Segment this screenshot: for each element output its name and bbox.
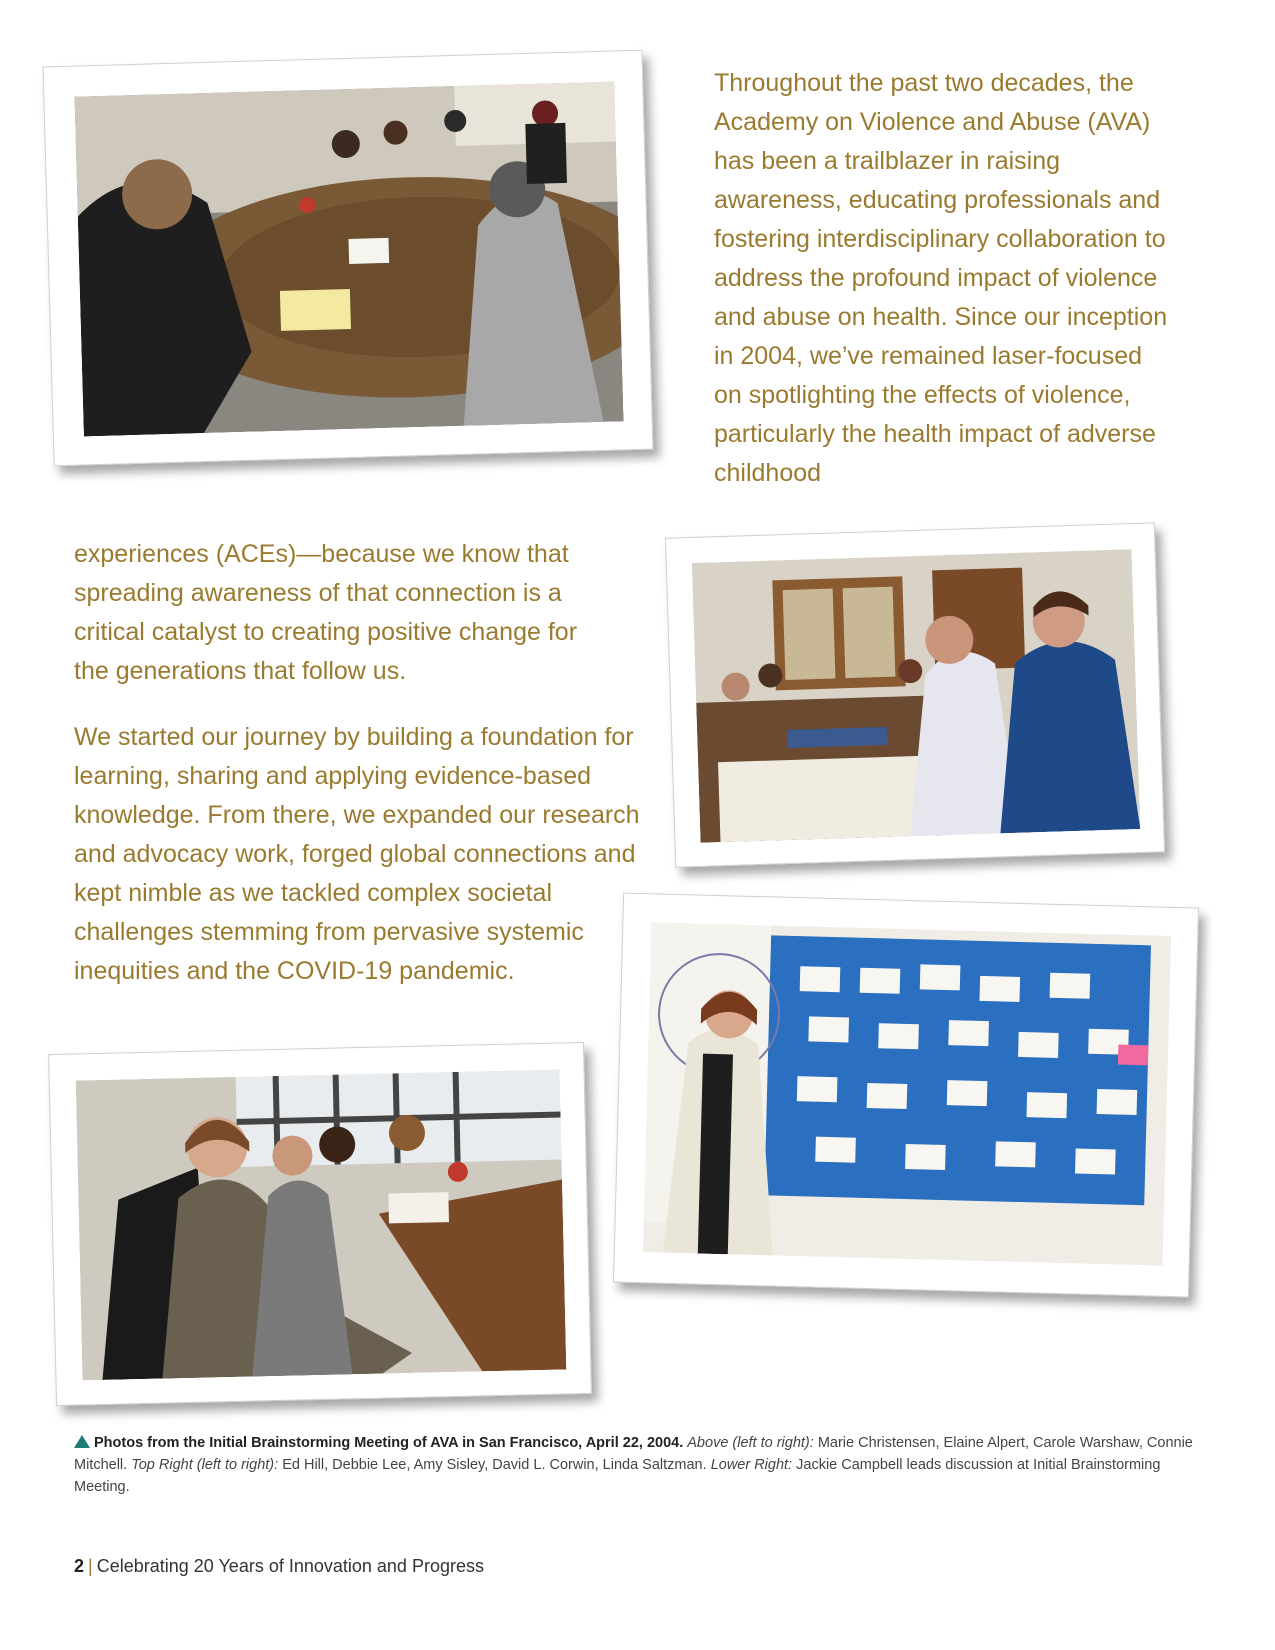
caption-lower-right-names: Jackie Campbell leads discussion at Initial Brainstorming Meeting. [74, 1457, 1161, 1495]
caption-lower-right-label: Lower Right: [710, 1457, 793, 1473]
meeting-photo-conference-table [74, 81, 623, 436]
caption-above-names: Marie Christensen, Elaine Alpert, Carole Warshaw, Connie Mitchell. [74, 1435, 1193, 1473]
caption-above-label: Above (left to right): [687, 1435, 814, 1451]
footer-separator: | [88, 1556, 93, 1576]
meeting-photo-presenter-board [643, 922, 1171, 1265]
page-footer [74, 1556, 484, 1577]
second-paragraph: We started our journey by building a foundation for learning, sharing and applying evidence-based knowledge. From there, we expanded our research and advocacy work, forged global connections and kept nimble as we tackled complex societal challenges stemming from pervasive systemic inequities and the COVID-19 pandemic. [74, 723, 640, 985]
caption-bold: Photos from the Initial Brainstorming Meeting of AVA in San Francisco, April 22, 2004. [94, 1435, 684, 1451]
page-number: 2 [74, 1556, 85, 1576]
intro-paragraph-continued: experiences (ACEs)—because we know that spreading awareness of that connection is a critical catalyst to creating positive change for the generations that follow us. [74, 540, 578, 685]
meeting-photo-seated-attendees [76, 1070, 567, 1381]
intro-paragraph: Throughout the past two decades, the Academy on Violence and Abuse (AVA) has been a trailblazer in raising awareness, educating professionals and fostering interdisciplinary collaboration to address the profound impact of violence and abuse on health. Since our inception in 2004, we’ve remained laser-focused on spotlighting the effects of violence, particularly the health impact of adverse childhood [714, 69, 1168, 487]
meeting-photo-participants [692, 549, 1141, 843]
photo-frame-lower-left [48, 1042, 592, 1406]
caption-marker-icon [74, 1435, 90, 1448]
photo-frame-lower-right [613, 893, 1199, 1298]
caption-top-right-label: Top Right (left to right): [131, 1457, 279, 1473]
caption-top-right-names: Ed Hill, Debbie Lee, Amy Sisley, David L. Corwin, Linda Saltzman. [282, 1457, 707, 1473]
photo-caption [74, 1432, 1204, 1498]
photo-frame-top-left [43, 50, 654, 467]
footer-title: Celebrating 20 Years of Innovation and Progress [96, 1556, 484, 1576]
photo-frame-top-right [665, 522, 1165, 867]
